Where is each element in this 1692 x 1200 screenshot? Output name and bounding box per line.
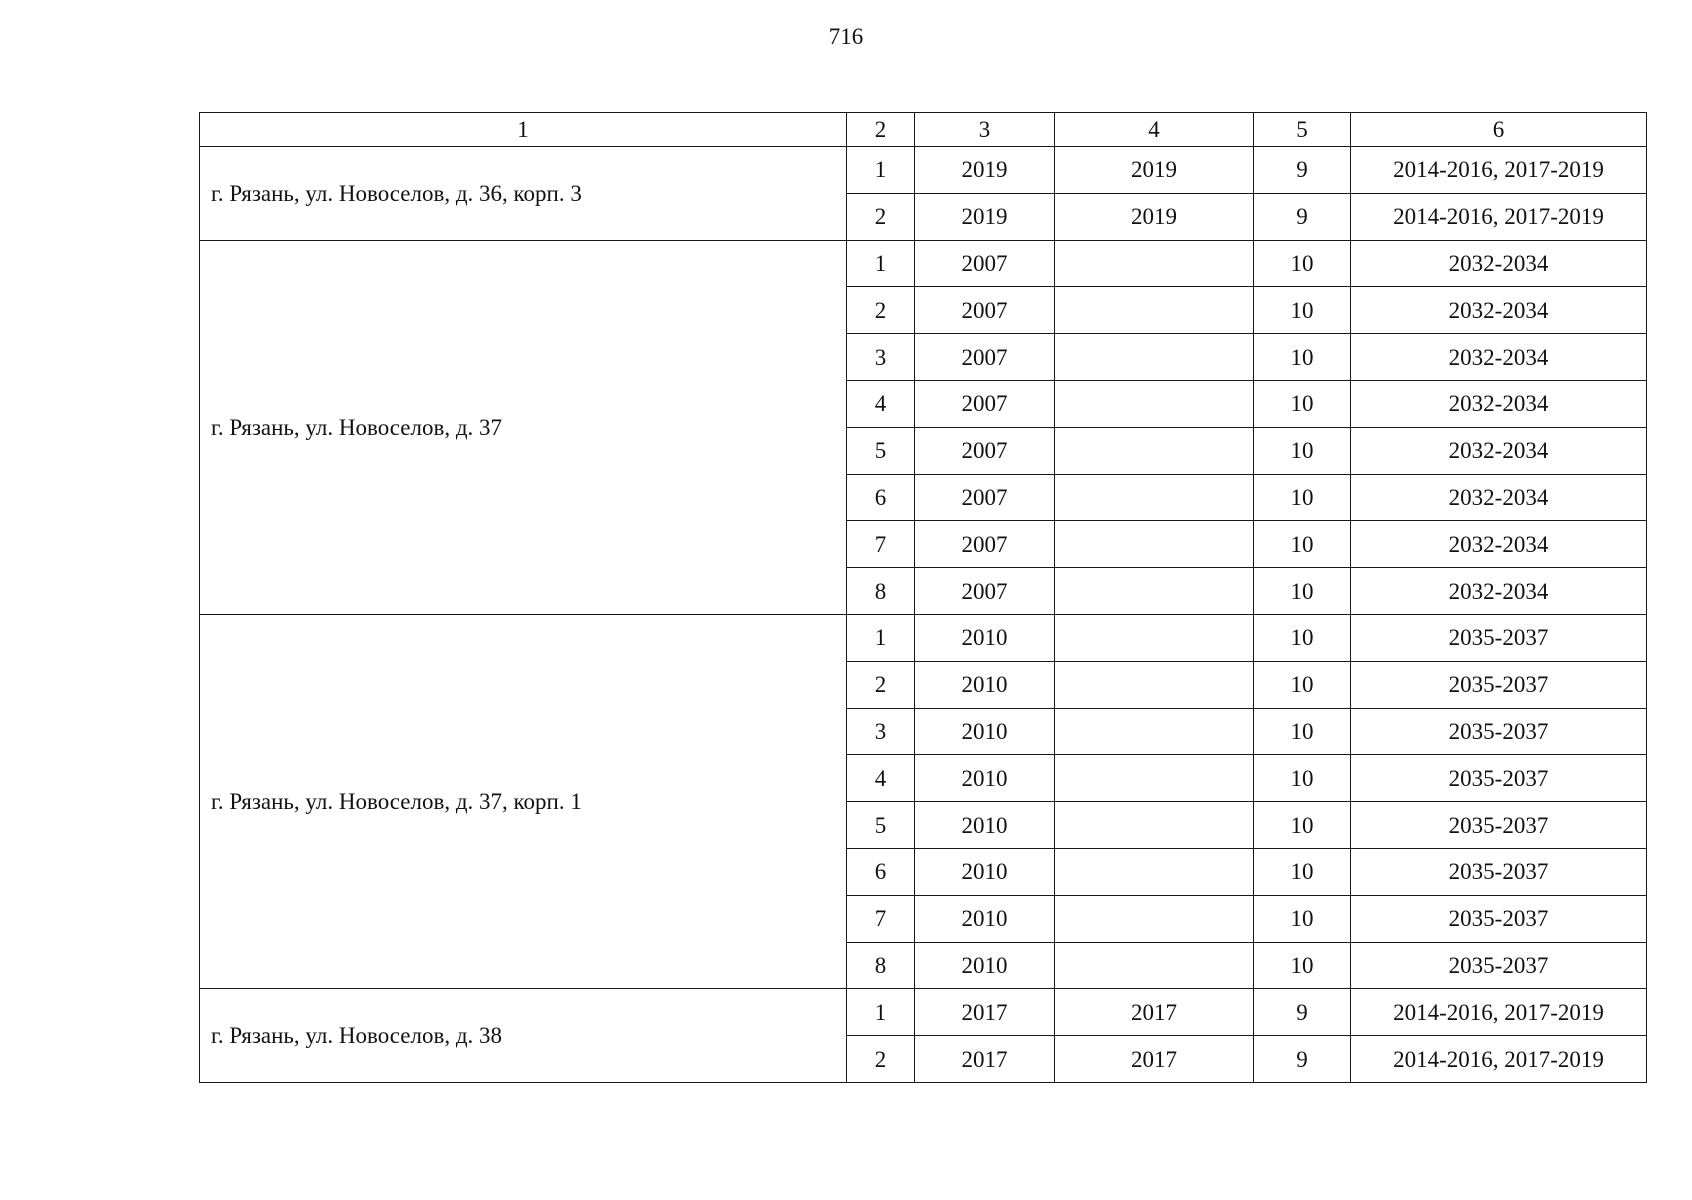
year-2-cell	[1055, 661, 1254, 708]
year-cell: 2010	[915, 614, 1055, 661]
count-cell: 10	[1254, 334, 1351, 381]
count-cell: 10	[1254, 521, 1351, 568]
row-number-cell: 1	[847, 240, 915, 287]
header-row	[200, 113, 1647, 147]
year-cell: 2007	[915, 521, 1055, 568]
year-cell: 2010	[915, 848, 1055, 895]
count-cell: 10	[1254, 568, 1351, 615]
period-cell: 2035-2037	[1351, 895, 1647, 942]
row-number-cell: 2	[847, 287, 915, 334]
year-cell: 2010	[915, 708, 1055, 755]
table-row	[200, 147, 1647, 194]
period-cell: 2014-2016, 2017-2019	[1351, 193, 1647, 240]
header-cell-col4: 4	[1055, 113, 1254, 147]
count-cell: 9	[1254, 147, 1351, 194]
year-2-cell	[1055, 755, 1254, 802]
period-cell: 2032-2034	[1351, 380, 1647, 427]
year-cell: 2019	[915, 147, 1055, 194]
year-2-cell	[1055, 474, 1254, 521]
year-2-cell: 2017	[1055, 1036, 1254, 1083]
buildings-table	[199, 112, 1647, 1083]
year-cell: 2017	[915, 1036, 1055, 1083]
year-cell: 2007	[915, 334, 1055, 381]
row-number-cell: 6	[847, 474, 915, 521]
year-cell: 2007	[915, 474, 1055, 521]
year-2-cell	[1055, 427, 1254, 474]
year-2-cell	[1055, 334, 1254, 381]
period-cell: 2035-2037	[1351, 942, 1647, 989]
period-cell: 2035-2037	[1351, 848, 1647, 895]
period-cell: 2032-2034	[1351, 427, 1647, 474]
year-cell: 2010	[915, 755, 1055, 802]
year-cell: 2007	[915, 427, 1055, 474]
year-cell: 2010	[915, 802, 1055, 849]
row-number-cell: 5	[847, 802, 915, 849]
period-cell: 2032-2034	[1351, 240, 1647, 287]
period-cell: 2014-2016, 2017-2019	[1351, 1036, 1647, 1083]
row-number-cell: 8	[847, 942, 915, 989]
count-cell: 10	[1254, 942, 1351, 989]
year-cell: 2010	[915, 895, 1055, 942]
row-number-cell: 4	[847, 755, 915, 802]
count-cell: 9	[1254, 193, 1351, 240]
count-cell: 10	[1254, 380, 1351, 427]
year-2-cell	[1055, 708, 1254, 755]
period-cell: 2035-2037	[1351, 661, 1647, 708]
year-2-cell	[1055, 848, 1254, 895]
year-cell: 2017	[915, 989, 1055, 1036]
year-2-cell	[1055, 568, 1254, 615]
year-2-cell: 2019	[1055, 193, 1254, 240]
year-cell: 2007	[915, 568, 1055, 615]
year-2-cell: 2019	[1055, 147, 1254, 194]
address-cell: г. Рязань, ул. Новоселов, д. 37	[200, 240, 847, 614]
address-cell: г. Рязань, ул. Новоселов, д. 37, корп. 1	[200, 614, 847, 988]
row-number-cell: 3	[847, 708, 915, 755]
row-number-cell: 3	[847, 334, 915, 381]
row-number-cell: 2	[847, 1036, 915, 1083]
header-cell-col1: 1	[200, 113, 847, 147]
count-cell: 10	[1254, 848, 1351, 895]
year-cell: 2007	[915, 380, 1055, 427]
year-cell: 2010	[915, 942, 1055, 989]
year-cell: 2019	[915, 193, 1055, 240]
period-cell: 2035-2037	[1351, 755, 1647, 802]
period-cell: 2032-2034	[1351, 334, 1647, 381]
row-number-cell: 2	[847, 193, 915, 240]
address-cell: г. Рязань, ул. Новоселов, д. 38	[200, 989, 847, 1083]
count-cell: 10	[1254, 895, 1351, 942]
count-cell: 10	[1254, 240, 1351, 287]
year-2-cell	[1055, 240, 1254, 287]
count-cell: 10	[1254, 427, 1351, 474]
year-2-cell	[1055, 380, 1254, 427]
row-number-cell: 7	[847, 521, 915, 568]
count-cell: 10	[1254, 287, 1351, 334]
year-cell: 2007	[915, 287, 1055, 334]
period-cell: 2035-2037	[1351, 802, 1647, 849]
period-cell: 2014-2016, 2017-2019	[1351, 989, 1647, 1036]
table-row	[200, 614, 1647, 661]
year-2-cell	[1055, 521, 1254, 568]
period-cell: 2032-2034	[1351, 568, 1647, 615]
count-cell: 10	[1254, 755, 1351, 802]
table-row	[200, 240, 1647, 287]
year-2-cell	[1055, 895, 1254, 942]
row-number-cell: 7	[847, 895, 915, 942]
row-number-cell: 4	[847, 380, 915, 427]
count-cell: 10	[1254, 802, 1351, 849]
row-number-cell: 8	[847, 568, 915, 615]
page-number: 716	[828, 24, 864, 49]
row-number-cell: 6	[847, 848, 915, 895]
year-cell: 2010	[915, 661, 1055, 708]
count-cell: 9	[1254, 989, 1351, 1036]
count-cell: 10	[1254, 708, 1351, 755]
period-cell: 2032-2034	[1351, 474, 1647, 521]
year-2-cell: 2017	[1055, 989, 1254, 1036]
year-2-cell	[1055, 614, 1254, 661]
table-body	[200, 113, 1647, 1083]
period-cell: 2035-2037	[1351, 614, 1647, 661]
row-number-cell: 2	[847, 661, 915, 708]
period-cell: 2032-2034	[1351, 287, 1647, 334]
header-cell-col6: 6	[1351, 113, 1647, 147]
header-cell-col3: 3	[915, 113, 1055, 147]
address-cell: г. Рязань, ул. Новоселов, д. 36, корп. 3	[200, 147, 847, 241]
year-2-cell	[1055, 802, 1254, 849]
year-2-cell	[1055, 942, 1254, 989]
header-cell-col2: 2	[847, 113, 915, 147]
count-cell: 10	[1254, 661, 1351, 708]
period-cell: 2014-2016, 2017-2019	[1351, 147, 1647, 194]
table-row	[200, 989, 1647, 1036]
period-cell: 2035-2037	[1351, 708, 1647, 755]
count-cell: 10	[1254, 614, 1351, 661]
count-cell: 10	[1254, 474, 1351, 521]
row-number-cell: 1	[847, 147, 915, 194]
year-cell: 2007	[915, 240, 1055, 287]
year-2-cell	[1055, 287, 1254, 334]
row-number-cell: 1	[847, 614, 915, 661]
row-number-cell: 1	[847, 989, 915, 1036]
count-cell: 9	[1254, 1036, 1351, 1083]
period-cell: 2032-2034	[1351, 521, 1647, 568]
row-number-cell: 5	[847, 427, 915, 474]
header-cell-col5: 5	[1254, 113, 1351, 147]
